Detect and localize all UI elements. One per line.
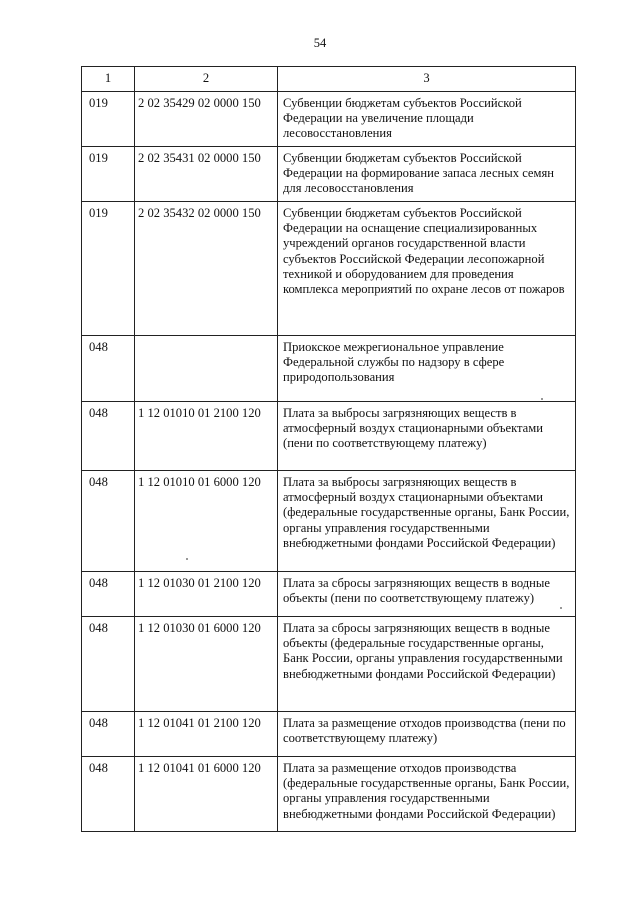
kbk-code-cell: 1 12 01041 01 6000 120	[135, 757, 278, 832]
description-cell: Плата за размещение отходов производства (пени по соответствующему платежу)	[278, 712, 576, 757]
admin-code-cell: 019	[82, 202, 135, 336]
description-cell: Плата за сбросы загрязняющих веществ в водные объекты (федеральные государственные органы, Банк России, органы управления государственными внебюджетными фондами Российской Федерации)	[278, 617, 576, 712]
table-row	[82, 757, 576, 832]
description-cell: Субвенции бюджетам субъектов Российской Федерации на увеличение площади лесовосстановления	[278, 92, 576, 147]
kbk-code-cell: 1 12 01010 01 6000 120	[135, 471, 278, 572]
kbk-code-cell: 1 12 01010 01 2100 120	[135, 402, 278, 471]
description-cell: Плата за выбросы загрязняющих веществ в атмосферный воздух стационарными объектами (пени по соответствующему платежу)	[278, 402, 576, 471]
admin-code-cell: 019	[82, 147, 135, 202]
admin-code-cell: 048	[82, 712, 135, 757]
kbk-code-cell: 1 12 01041 01 2100 120	[135, 712, 278, 757]
table-row	[82, 572, 576, 617]
kbk-code-cell: 1 12 01030 01 2100 120	[135, 572, 278, 617]
description-cell: Плата за выбросы загрязняющих веществ в атмосферный воздух стационарными объектами (федеральные государственные органы, Банк России, органы управления государственными внебюджетными фондами Российской Федерации)	[278, 471, 576, 572]
kbk-code-cell: 1 12 01030 01 6000 120	[135, 617, 278, 712]
table-row	[82, 402, 576, 471]
header-col-1: 1	[82, 67, 135, 92]
scan-speck	[186, 558, 188, 560]
scan-speck	[560, 607, 562, 609]
table-header	[82, 67, 576, 92]
budget-codes-table	[81, 66, 576, 832]
admin-code-cell: 019	[82, 92, 135, 147]
admin-code-cell: 048	[82, 757, 135, 832]
table-row	[82, 202, 576, 336]
header-col-2: 2	[135, 67, 278, 92]
table-row	[82, 617, 576, 712]
table-row	[82, 92, 576, 147]
table-row	[82, 147, 576, 202]
description-cell: Плата за сбросы загрязняющих веществ в водные объекты (пени по соответствующему платежу)	[278, 572, 576, 617]
admin-code-cell: 048	[82, 617, 135, 712]
scan-speck	[541, 398, 543, 400]
description-cell: Плата за размещение отходов производства (федеральные государственные органы, Банк России, органы управления государственными внебюджетными фондами Российской Федерации)	[278, 757, 576, 832]
admin-code-cell: 048	[82, 336, 135, 402]
header-col-3: 3	[278, 67, 576, 92]
admin-code-cell: 048	[82, 572, 135, 617]
description-cell: Субвенции бюджетам субъектов Российской Федерации на формирование запаса лесных семян для лесовосстановления	[278, 147, 576, 202]
header-row	[82, 67, 576, 92]
table-body	[82, 92, 576, 832]
description-cell: Приокское межрегиональное управление Федеральной службы по надзору в сфере природопользования	[278, 336, 576, 402]
description-cell: Субвенции бюджетам субъектов Российской Федерации на оснащение специализированных учреждений органов государственной власти субъектов Российской Федерации лесопожарной техникой и оборудованием для проведения комплекса мероприятий по охране лесов от пожаров	[278, 202, 576, 336]
kbk-code-cell: 2 02 35431 02 0000 150	[135, 147, 278, 202]
table-row	[82, 336, 576, 402]
table-row	[82, 471, 576, 572]
kbk-code-cell: 2 02 35432 02 0000 150	[135, 202, 278, 336]
table-row	[82, 712, 576, 757]
page-number: 54	[313, 36, 327, 50]
kbk-code-cell	[135, 336, 278, 402]
admin-code-cell: 048	[82, 471, 135, 572]
kbk-code-cell: 2 02 35429 02 0000 150	[135, 92, 278, 147]
admin-code-cell: 048	[82, 402, 135, 471]
